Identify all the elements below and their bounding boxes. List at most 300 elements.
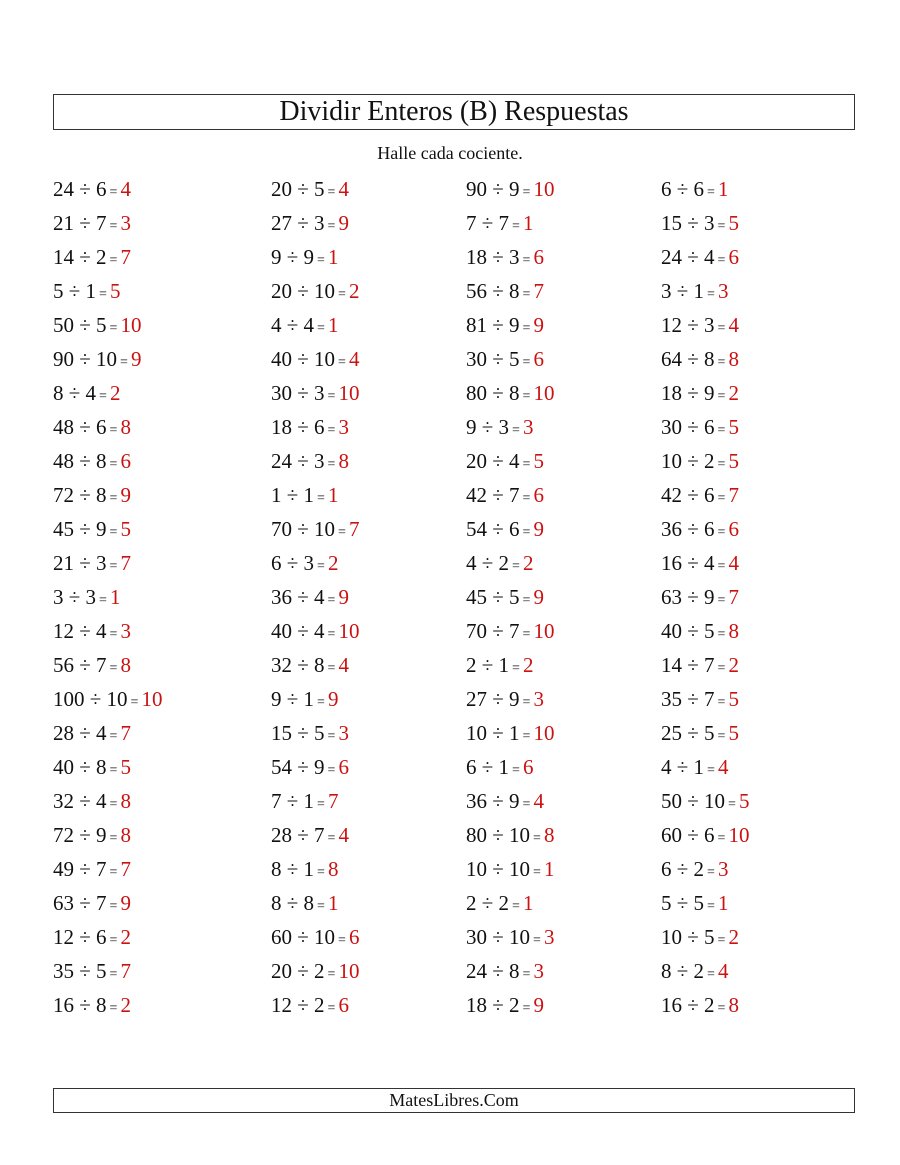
divisor: 2 xyxy=(693,959,705,983)
divide-sign: ÷ xyxy=(687,789,699,813)
problem-row xyxy=(466,274,544,308)
divisor: 4 xyxy=(509,449,520,473)
dividend: 90 xyxy=(53,347,74,371)
answer: 4 xyxy=(338,177,349,201)
divisor: 10 xyxy=(314,279,336,303)
equals-sign: = xyxy=(327,389,336,404)
divisor: 4 xyxy=(704,551,715,575)
dividend: 20 xyxy=(271,279,292,303)
problem-row xyxy=(661,716,739,750)
answer: 3 xyxy=(533,687,544,711)
divisor: 9 xyxy=(509,789,520,813)
dividend: 56 xyxy=(53,653,74,677)
problem-row xyxy=(271,988,349,1022)
problem-row xyxy=(661,274,728,308)
problem-row xyxy=(271,818,349,852)
divisor: 1 xyxy=(498,653,510,677)
divisor: 9 xyxy=(303,245,315,269)
problem-row xyxy=(661,580,739,614)
equals-sign: = xyxy=(717,593,726,608)
divide-sign: ÷ xyxy=(492,245,504,269)
problem-row xyxy=(466,410,533,444)
divide-sign: ÷ xyxy=(676,177,689,201)
divide-sign: ÷ xyxy=(492,313,504,337)
divide-sign: ÷ xyxy=(492,993,504,1017)
dividend: 3 xyxy=(53,585,64,609)
divisor: 7 xyxy=(96,653,107,677)
problem-row xyxy=(53,206,131,240)
divisor: 8 xyxy=(704,347,715,371)
dividend: 36 xyxy=(466,789,487,813)
dividend: 30 xyxy=(466,347,487,371)
divide-sign: ÷ xyxy=(687,347,699,371)
problem-row xyxy=(661,172,728,206)
dividend: 32 xyxy=(53,789,74,813)
equals-sign: = xyxy=(522,185,531,200)
divisor: 7 xyxy=(314,823,325,847)
equals-sign: = xyxy=(109,763,118,778)
equals-sign: = xyxy=(338,287,346,302)
equals-sign: = xyxy=(522,389,531,404)
divisor: 10 xyxy=(96,347,118,371)
answer: 6 xyxy=(522,755,534,779)
divide-sign: ÷ xyxy=(79,211,91,235)
equals-sign: = xyxy=(717,219,726,234)
dividend: 10 xyxy=(466,721,487,745)
equals-sign: = xyxy=(728,797,736,812)
divisor: 3 xyxy=(314,449,325,473)
divide-sign: ÷ xyxy=(492,619,504,643)
divisor: 5 xyxy=(314,177,325,201)
answer: 3 xyxy=(533,959,544,983)
dividend: 18 xyxy=(466,993,487,1017)
divisor: 6 xyxy=(704,415,715,439)
problem-row xyxy=(271,308,338,342)
equals-sign: = xyxy=(522,1001,531,1016)
divisor: 4 xyxy=(96,789,107,813)
divide-sign: ÷ xyxy=(286,313,299,337)
divide-sign: ÷ xyxy=(492,585,504,609)
divide-sign: ÷ xyxy=(297,449,309,473)
answer: 2 xyxy=(348,279,360,303)
divide-sign: ÷ xyxy=(79,959,91,983)
divide-sign: ÷ xyxy=(297,619,309,643)
answer: 9 xyxy=(338,211,349,235)
equals-sign: = xyxy=(717,457,726,472)
equals-sign: = xyxy=(109,457,118,472)
divisor: 5 xyxy=(693,891,705,915)
divisor: 3 xyxy=(303,551,315,575)
dividend: 2 xyxy=(466,891,477,915)
problem-row xyxy=(466,614,554,648)
dividend: 50 xyxy=(53,313,74,337)
divide-sign: ÷ xyxy=(481,211,494,235)
divisor: 1 xyxy=(498,755,510,779)
answer: 1 xyxy=(522,891,534,915)
divisor: 2 xyxy=(498,891,510,915)
equals-sign: = xyxy=(109,797,118,812)
answer: 4 xyxy=(533,789,544,813)
divisor: 3 xyxy=(498,415,510,439)
divide-sign: ÷ xyxy=(481,551,494,575)
answer: 9 xyxy=(130,347,142,371)
problem-row xyxy=(661,988,739,1022)
divide-sign: ÷ xyxy=(687,517,699,541)
equals-sign: = xyxy=(522,729,531,744)
divisor: 9 xyxy=(509,687,520,711)
divisor: 4 xyxy=(303,313,315,337)
problem-row xyxy=(271,172,349,206)
answer: 4 xyxy=(717,959,729,983)
dividend: 4 xyxy=(466,551,477,575)
divide-sign: ÷ xyxy=(79,993,91,1017)
divide-sign: ÷ xyxy=(297,211,309,235)
divisor: 8 xyxy=(509,959,520,983)
divide-sign: ÷ xyxy=(297,653,309,677)
answer: 6 xyxy=(728,517,739,541)
divisor: 7 xyxy=(704,687,715,711)
answer: 1 xyxy=(543,857,555,881)
answer: 9 xyxy=(533,993,544,1017)
equals-sign: = xyxy=(512,763,520,778)
problem-row xyxy=(53,410,131,444)
problem-row xyxy=(661,546,739,580)
problem-row xyxy=(466,648,533,682)
divisor: 3 xyxy=(96,551,107,575)
dividend: 6 xyxy=(661,857,672,881)
divisor: 3 xyxy=(85,585,97,609)
answer: 7 xyxy=(120,245,131,269)
dividend: 64 xyxy=(661,347,682,371)
divisor: 9 xyxy=(96,517,107,541)
dividend: 54 xyxy=(271,755,292,779)
divisor: 6 xyxy=(693,177,705,201)
instructions: Halle cada cociente. xyxy=(377,143,523,163)
answer: 8 xyxy=(120,789,131,813)
divisor: 5 xyxy=(509,347,520,371)
divisor: 6 xyxy=(96,177,107,201)
equals-sign: = xyxy=(317,491,325,506)
problem-row xyxy=(53,818,131,852)
problem-row xyxy=(466,240,544,274)
dividend: 24 xyxy=(466,959,487,983)
divide-sign: ÷ xyxy=(687,687,699,711)
divide-sign: ÷ xyxy=(297,925,309,949)
equals-sign: = xyxy=(717,355,726,370)
divisor: 10 xyxy=(704,789,726,813)
equals-sign: = xyxy=(522,967,531,982)
divisor: 10 xyxy=(106,687,128,711)
problem-row xyxy=(466,682,544,716)
problem-row xyxy=(466,512,544,546)
dividend: 48 xyxy=(53,449,74,473)
equals-sign: = xyxy=(522,321,531,336)
answer: 10 xyxy=(141,687,163,711)
dividend: 60 xyxy=(661,823,682,847)
problem-row xyxy=(271,886,338,920)
divide-sign: ÷ xyxy=(79,551,91,575)
equals-sign: = xyxy=(327,593,336,608)
dividend: 1 xyxy=(271,483,282,507)
answer: 5 xyxy=(120,517,131,541)
equals-sign: = xyxy=(99,287,107,302)
divisor: 8 xyxy=(314,653,325,677)
dividend: 25 xyxy=(661,721,682,745)
dividend: 45 xyxy=(53,517,74,541)
divisor: 2 xyxy=(693,857,705,881)
divisor: 2 xyxy=(704,449,715,473)
divide-sign: ÷ xyxy=(79,177,91,201)
problem-row xyxy=(661,410,739,444)
dividend: 14 xyxy=(53,245,74,269)
divisor: 4 xyxy=(96,619,107,643)
problem-row xyxy=(271,954,359,988)
problem-row xyxy=(661,648,739,682)
equals-sign: = xyxy=(109,933,118,948)
answer: 5 xyxy=(120,755,131,779)
answer: 4 xyxy=(348,347,360,371)
answer: 7 xyxy=(533,279,544,303)
equals-sign: = xyxy=(327,185,336,200)
problem-row xyxy=(466,172,554,206)
answer: 1 xyxy=(327,313,339,337)
dividend: 20 xyxy=(271,959,292,983)
problem-row xyxy=(661,342,739,376)
equals-sign: = xyxy=(317,899,325,914)
problem-row xyxy=(53,172,131,206)
equals-sign: = xyxy=(717,253,726,268)
answer: 10 xyxy=(120,313,142,337)
answer: 7 xyxy=(728,585,739,609)
divide-sign: ÷ xyxy=(687,245,699,269)
dividend: 40 xyxy=(53,755,74,779)
divide-sign: ÷ xyxy=(79,245,91,269)
divisor: 4 xyxy=(314,619,325,643)
divide-sign: ÷ xyxy=(297,755,309,779)
answer: 5 xyxy=(109,279,121,303)
dividend: 27 xyxy=(271,211,292,235)
divisor: 7 xyxy=(96,211,107,235)
dividend: 16 xyxy=(53,993,74,1017)
equals-sign: = xyxy=(512,423,520,438)
dividend: 16 xyxy=(661,993,682,1017)
problem-row xyxy=(53,648,131,682)
equals-sign: = xyxy=(717,831,726,846)
divide-sign: ÷ xyxy=(286,687,299,711)
answer: 10 xyxy=(728,823,750,847)
divisor: 5 xyxy=(704,721,715,745)
dividend: 7 xyxy=(466,211,477,235)
answer: 2 xyxy=(120,993,131,1017)
divisor: 3 xyxy=(704,211,715,235)
divisor: 8 xyxy=(96,755,107,779)
dividend: 80 xyxy=(466,381,487,405)
divide-sign: ÷ xyxy=(676,279,689,303)
answer: 6 xyxy=(348,925,360,949)
problem-row xyxy=(271,920,359,954)
answer: 6 xyxy=(338,993,349,1017)
divisor: 5 xyxy=(704,619,715,643)
equals-sign: = xyxy=(717,559,726,574)
divide-sign: ÷ xyxy=(492,381,504,405)
divide-sign: ÷ xyxy=(286,551,299,575)
answer: 2 xyxy=(728,381,739,405)
problem-row xyxy=(271,376,359,410)
equals-sign: = xyxy=(317,695,325,710)
divisor: 10 xyxy=(509,823,531,847)
equals-sign: = xyxy=(533,933,541,948)
divisor: 10 xyxy=(314,347,336,371)
answer: 9 xyxy=(533,517,544,541)
divide-sign: ÷ xyxy=(687,211,699,235)
dividend: 30 xyxy=(271,381,292,405)
dividend: 4 xyxy=(661,755,672,779)
divide-sign: ÷ xyxy=(492,687,504,711)
divisor: 1 xyxy=(303,789,315,813)
answer: 7 xyxy=(120,857,131,881)
dividend: 18 xyxy=(271,415,292,439)
equals-sign: = xyxy=(707,763,715,778)
equals-sign: = xyxy=(327,219,336,234)
divide-sign: ÷ xyxy=(492,789,504,813)
problem-row xyxy=(661,308,739,342)
divisor: 9 xyxy=(509,313,520,337)
dividend: 3 xyxy=(661,279,672,303)
divisor: 10 xyxy=(509,925,531,949)
divisor: 5 xyxy=(509,585,520,609)
dividend: 30 xyxy=(661,415,682,439)
dividend: 81 xyxy=(466,313,487,337)
equals-sign: = xyxy=(327,831,336,846)
answer: 5 xyxy=(728,211,739,235)
answer: 4 xyxy=(338,823,349,847)
equals-sign: = xyxy=(109,661,118,676)
answer: 6 xyxy=(338,755,349,779)
problem-row xyxy=(53,308,141,342)
answer: 7 xyxy=(728,483,739,507)
equals-sign: = xyxy=(717,321,726,336)
answer: 8 xyxy=(543,823,555,847)
answer: 9 xyxy=(120,483,131,507)
divisor: 6 xyxy=(96,415,107,439)
divide-sign: ÷ xyxy=(492,517,504,541)
dividend: 6 xyxy=(271,551,282,575)
divide-sign: ÷ xyxy=(79,415,91,439)
divisor: 5 xyxy=(96,959,107,983)
answer: 8 xyxy=(338,449,349,473)
equals-sign: = xyxy=(109,967,118,982)
divide-sign: ÷ xyxy=(676,755,689,779)
divisor: 2 xyxy=(509,993,520,1017)
problem-row xyxy=(271,784,338,818)
equals-sign: = xyxy=(317,559,325,574)
problem-row xyxy=(271,682,338,716)
problem-row xyxy=(271,716,349,750)
problem-row xyxy=(271,206,349,240)
equals-sign: = xyxy=(99,389,107,404)
equals-sign: = xyxy=(717,729,726,744)
divisor: 3 xyxy=(704,313,715,337)
equals-sign: = xyxy=(707,865,715,880)
divide-sign: ÷ xyxy=(687,381,699,405)
divide-sign: ÷ xyxy=(286,483,299,507)
divisor: 6 xyxy=(96,925,107,949)
dividend: 35 xyxy=(53,959,74,983)
problem-row xyxy=(271,342,359,376)
divide-sign: ÷ xyxy=(481,755,494,779)
answer: 10 xyxy=(338,619,360,643)
divisor: 4 xyxy=(314,585,325,609)
dividend: 60 xyxy=(271,925,292,949)
divide-sign: ÷ xyxy=(676,857,689,881)
equals-sign: = xyxy=(522,457,531,472)
dividend: 50 xyxy=(661,789,682,813)
answer: 5 xyxy=(728,687,739,711)
divide-sign: ÷ xyxy=(492,177,504,201)
dividend: 7 xyxy=(271,789,282,813)
answer: 4 xyxy=(728,313,739,337)
dividend: 48 xyxy=(53,415,74,439)
answer: 8 xyxy=(728,619,739,643)
dividend: 4 xyxy=(271,313,282,337)
divide-sign: ÷ xyxy=(687,823,699,847)
divisor: 6 xyxy=(314,415,325,439)
problem-row xyxy=(466,716,554,750)
divisor: 9 xyxy=(509,177,520,201)
answer: 4 xyxy=(728,551,739,575)
divide-sign: ÷ xyxy=(79,313,91,337)
problem-row xyxy=(271,512,359,546)
dividend: 35 xyxy=(661,687,682,711)
divide-sign: ÷ xyxy=(79,653,91,677)
answer: 10 xyxy=(533,619,555,643)
divisor: 1 xyxy=(303,687,315,711)
dividend: 28 xyxy=(53,721,74,745)
answer: 3 xyxy=(522,415,534,439)
equals-sign: = xyxy=(522,593,531,608)
dividend: 45 xyxy=(466,585,487,609)
equals-sign: = xyxy=(512,559,520,574)
answer: 5 xyxy=(728,721,739,745)
answer: 8 xyxy=(728,993,739,1017)
equals-sign: = xyxy=(109,525,118,540)
equals-sign: = xyxy=(109,865,118,880)
dividend: 20 xyxy=(271,177,292,201)
answer: 2 xyxy=(327,551,339,575)
divide-sign: ÷ xyxy=(297,279,309,303)
answer: 9 xyxy=(533,585,544,609)
equals-sign: = xyxy=(533,865,541,880)
answer: 7 xyxy=(348,517,360,541)
divisor: 8 xyxy=(303,891,315,915)
dividend: 9 xyxy=(271,245,282,269)
divisor: 7 xyxy=(509,619,520,643)
equals-sign: = xyxy=(717,695,726,710)
divisor: 7 xyxy=(498,211,510,235)
divisor: 5 xyxy=(96,313,107,337)
problem-row xyxy=(271,546,338,580)
problem-row xyxy=(466,954,544,988)
divide-sign: ÷ xyxy=(79,721,91,745)
problem-row xyxy=(271,614,359,648)
equals-sign: = xyxy=(522,287,531,302)
divisor: 7 xyxy=(509,483,520,507)
dividend: 36 xyxy=(661,517,682,541)
equals-sign: = xyxy=(317,865,325,880)
equals-sign: = xyxy=(99,593,107,608)
problem-row xyxy=(53,274,120,308)
answer: 7 xyxy=(120,959,131,983)
